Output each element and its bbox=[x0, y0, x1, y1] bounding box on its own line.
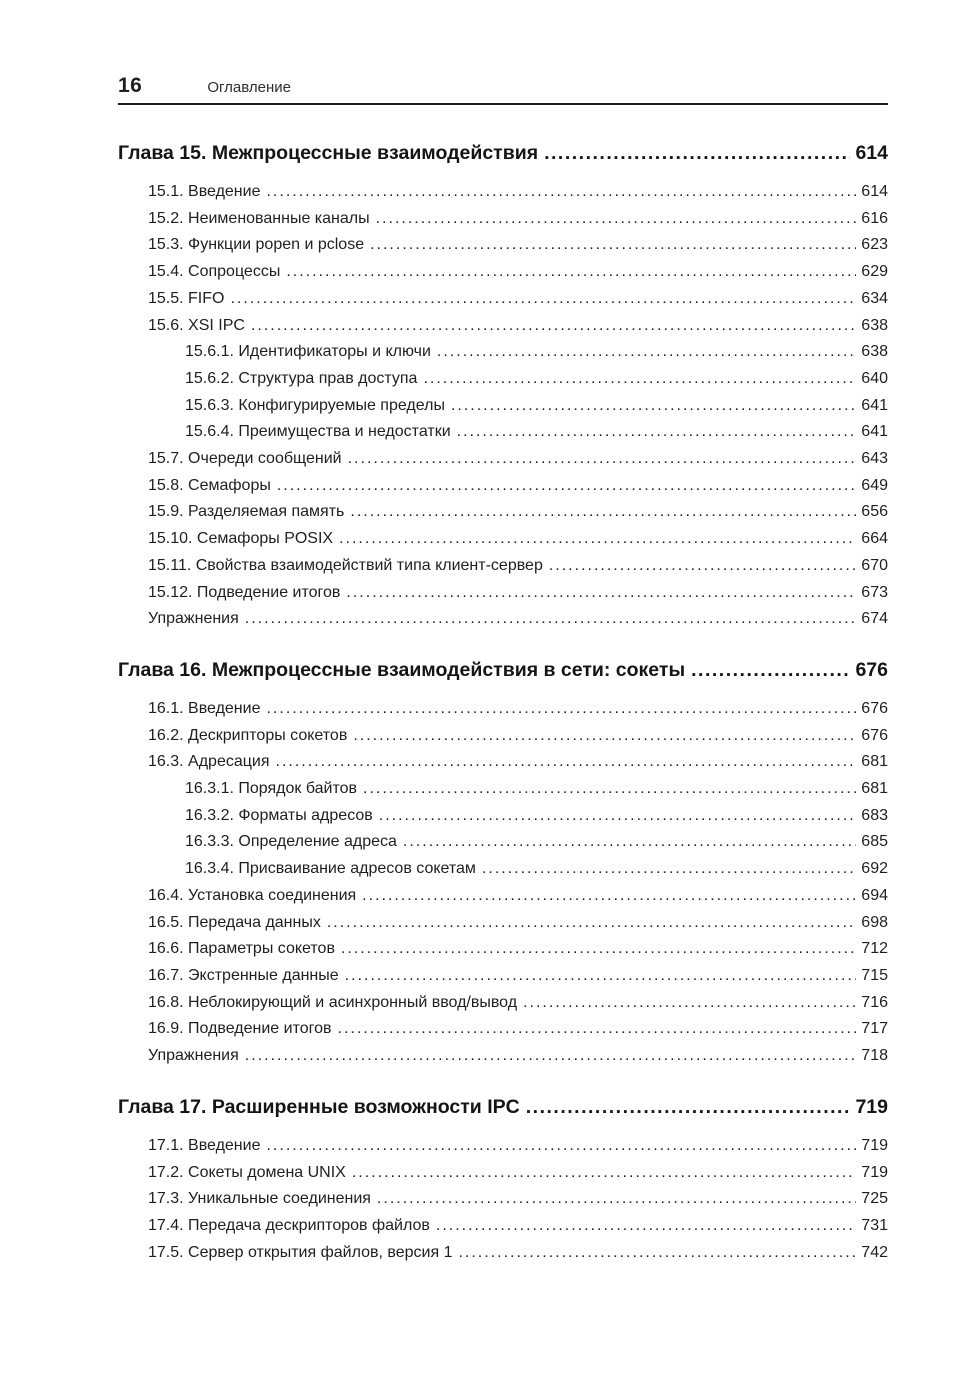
toc-entry-page-number: 731 bbox=[861, 1216, 888, 1234]
toc-entry bbox=[118, 1186, 888, 1213]
toc-entry bbox=[118, 1213, 888, 1240]
toc-entry-page-number: 681 bbox=[861, 780, 888, 798]
chapter-entries bbox=[118, 179, 888, 633]
toc-entry-title: 15.11. Свойства взаимодействий типа клиент-сервер bbox=[148, 556, 543, 574]
dot-leader bbox=[482, 856, 856, 883]
toc-entry bbox=[118, 473, 888, 500]
toc-entry-page-number: 656 bbox=[861, 503, 888, 521]
toc-entry-title: 15.6. XSI IPC bbox=[148, 316, 245, 334]
toc-entry-page-number: 742 bbox=[861, 1243, 888, 1261]
chapter-heading bbox=[118, 139, 888, 167]
dot-leader bbox=[526, 1093, 851, 1121]
toc-entry bbox=[118, 499, 888, 526]
toc-entry-title: 16.3.4. Присваивание адресов сокетам bbox=[185, 860, 476, 878]
toc-entry-title: 16.3.1. Порядок байтов bbox=[185, 780, 358, 798]
toc-entry-page-number: 715 bbox=[861, 966, 888, 984]
toc-entry-page-number: 638 bbox=[861, 316, 888, 334]
toc-entry-page-number: 623 bbox=[861, 236, 888, 254]
toc-entry-title: 16.6. Параметры сокетов bbox=[148, 940, 335, 958]
chapter-title: Глава 15. Межпроцессные взаимодействия bbox=[118, 142, 539, 164]
dot-leader bbox=[245, 1043, 857, 1070]
toc-entry-title: 15.12. Подведение итогов bbox=[148, 583, 341, 601]
dot-leader bbox=[266, 696, 856, 723]
dot-leader bbox=[345, 963, 857, 990]
dot-leader bbox=[376, 206, 857, 233]
toc-entry-title: 17.5. Сервер открытия файлов, версия 1 bbox=[148, 1243, 453, 1261]
toc-entry bbox=[118, 1133, 888, 1160]
toc-entry-page-number: 719 bbox=[861, 1136, 888, 1154]
toc-entry-page-number: 694 bbox=[861, 886, 888, 904]
toc-entry-page-number: 614 bbox=[861, 183, 888, 200]
toc-entry bbox=[118, 1043, 888, 1070]
toc-entry-page-number: 718 bbox=[861, 1047, 888, 1065]
toc-entry-title: Упражнения bbox=[148, 610, 239, 628]
toc-entry-title: 17.4. Передача дескрипторов файлов bbox=[148, 1216, 430, 1234]
toc-entry bbox=[118, 232, 888, 259]
toc-entry-page-number: 681 bbox=[861, 753, 888, 771]
table-of-contents bbox=[118, 139, 888, 1266]
toc-entry bbox=[118, 829, 888, 856]
dot-leader bbox=[436, 1213, 856, 1240]
chapter-entries bbox=[118, 1133, 888, 1267]
dot-leader bbox=[363, 776, 856, 803]
toc-entry-page-number: 634 bbox=[861, 289, 888, 307]
dot-leader bbox=[377, 1186, 856, 1213]
dot-leader bbox=[370, 232, 856, 259]
dot-leader bbox=[544, 139, 850, 167]
toc-entry-page-number: 629 bbox=[861, 263, 888, 281]
dot-leader bbox=[341, 936, 856, 963]
toc-entry-page-number: 716 bbox=[861, 993, 888, 1011]
toc-entry-page-number: 670 bbox=[861, 556, 888, 574]
toc-entry bbox=[118, 990, 888, 1017]
dot-leader bbox=[286, 259, 856, 286]
dot-leader bbox=[549, 553, 856, 580]
toc-entry-title: 15.6.4. Преимущества и недостатки bbox=[185, 423, 451, 441]
toc-entry-title: 15.3. Функции popen и pclose bbox=[148, 236, 365, 254]
toc-entry-title: 15.5. FIFO bbox=[148, 289, 225, 307]
toc-entry bbox=[118, 580, 888, 607]
toc-entry-page-number: 698 bbox=[861, 913, 888, 931]
toc-entry-page-number: 638 bbox=[861, 343, 888, 361]
toc-entry bbox=[118, 553, 888, 580]
dot-leader bbox=[266, 179, 856, 206]
toc-entry bbox=[118, 313, 888, 340]
toc-entry bbox=[118, 446, 888, 473]
toc-entry-title: 16.1. Введение bbox=[148, 699, 261, 717]
chapter-page-number: 614 bbox=[855, 142, 888, 164]
toc-entry bbox=[118, 723, 888, 750]
toc-entry bbox=[118, 883, 888, 910]
toc-entry bbox=[118, 1016, 888, 1043]
dot-leader bbox=[346, 580, 856, 607]
dot-leader bbox=[362, 883, 856, 910]
toc-entry-page-number: 641 bbox=[861, 423, 888, 441]
toc-entry-title: 17.1. Введение bbox=[148, 1136, 261, 1154]
toc-entry-title: 16.7. Экстренные данные bbox=[148, 966, 339, 984]
dot-leader bbox=[245, 606, 857, 633]
toc-entry-page-number: 643 bbox=[861, 450, 888, 468]
toc-entry bbox=[118, 696, 888, 723]
chapter-section bbox=[118, 656, 888, 1070]
toc-entry-title: 16.2. Дескрипторы сокетов bbox=[148, 726, 348, 744]
dot-leader bbox=[352, 1160, 856, 1187]
toc-entry-title: 16.8. Неблокирующий и асинхронный ввод/вывод bbox=[148, 993, 518, 1011]
dot-leader bbox=[379, 803, 857, 830]
toc-entry-title: 15.9. Разделяемая память bbox=[148, 503, 345, 521]
dot-leader bbox=[451, 393, 856, 420]
toc-entry bbox=[118, 179, 888, 206]
dot-leader bbox=[251, 313, 856, 340]
toc-entry bbox=[118, 419, 888, 446]
toc-entry-page-number: 676 bbox=[861, 726, 888, 744]
toc-entry-title: Упражнения bbox=[148, 1047, 239, 1065]
toc-entry-title: 15.6.3. Конфигурируемые пределы bbox=[185, 396, 445, 414]
toc-entry-title: 15.7. Очереди сообщений bbox=[148, 450, 342, 468]
toc-entry-title: 15.8. Семафоры bbox=[148, 476, 271, 494]
running-head-title: Оглавление bbox=[207, 79, 291, 96]
toc-entry bbox=[118, 910, 888, 937]
toc-entry bbox=[118, 606, 888, 633]
dot-leader bbox=[266, 1133, 856, 1160]
dot-leader bbox=[353, 723, 856, 750]
toc-entry bbox=[118, 1240, 888, 1267]
toc-entry bbox=[118, 936, 888, 963]
chapter-heading bbox=[118, 1093, 888, 1121]
chapter-heading bbox=[118, 656, 888, 684]
toc-entry-page-number: 717 bbox=[861, 1020, 888, 1038]
dot-leader bbox=[523, 990, 856, 1017]
dot-leader bbox=[350, 499, 856, 526]
dot-leader bbox=[277, 473, 856, 500]
toc-entry-page-number: 616 bbox=[861, 209, 888, 227]
toc-entry-title: 17.3. Уникальные соединения bbox=[148, 1190, 371, 1208]
toc-entry-page-number: 725 bbox=[861, 1190, 888, 1208]
toc-entry bbox=[118, 259, 888, 286]
toc-entry bbox=[118, 206, 888, 233]
dot-leader bbox=[437, 339, 856, 366]
toc-entry-page-number: 692 bbox=[861, 860, 888, 878]
toc-entry-page-number: 664 bbox=[861, 530, 888, 548]
toc-entry-title: 16.3.3. Определение адреса bbox=[185, 833, 397, 851]
toc-entry-title: 15.10. Семафоры POSIX bbox=[148, 530, 334, 548]
toc-entry-title: 16.5. Передача данных bbox=[148, 913, 321, 931]
chapter-page-number: 676 bbox=[855, 658, 888, 681]
toc-entry bbox=[118, 749, 888, 776]
page-header bbox=[118, 74, 888, 105]
dot-leader bbox=[276, 749, 857, 776]
toc-entry bbox=[118, 286, 888, 313]
dot-leader bbox=[230, 286, 856, 313]
chapter-entries bbox=[118, 696, 888, 1070]
toc-entry-title: 15.6.2. Структура прав доступа bbox=[185, 369, 418, 387]
toc-entry-title: 15.2. Неименованные каналы bbox=[148, 209, 370, 227]
dot-leader bbox=[348, 446, 857, 473]
toc-entry-title: 16.3.2. Форматы адресов bbox=[185, 806, 373, 824]
toc-entry-page-number: 674 bbox=[861, 610, 888, 628]
toc-entry-page-number: 712 bbox=[861, 940, 888, 958]
dot-leader bbox=[403, 829, 856, 856]
toc-entry bbox=[118, 856, 888, 883]
toc-entry-page-number: 676 bbox=[861, 699, 888, 717]
toc-entry-title: 17.2. Сокеты домена UNIX bbox=[148, 1163, 346, 1181]
toc-entry bbox=[118, 393, 888, 420]
dot-leader bbox=[327, 910, 856, 937]
dot-leader bbox=[691, 656, 850, 684]
toc-entry-page-number: 673 bbox=[861, 583, 888, 601]
toc-entry bbox=[118, 339, 888, 366]
dot-leader bbox=[458, 1240, 856, 1267]
toc-entry-title: 16.3. Адресация bbox=[148, 753, 270, 771]
chapter-section bbox=[118, 1093, 888, 1267]
toc-entry-title: 15.6.1. Идентификаторы и ключи bbox=[185, 343, 431, 361]
toc-entry-page-number: 641 bbox=[861, 396, 888, 414]
dot-leader bbox=[457, 419, 857, 446]
dot-leader bbox=[339, 526, 856, 553]
toc-entry-page-number: 640 bbox=[861, 369, 888, 387]
toc-entry-page-number: 649 bbox=[861, 476, 888, 494]
toc-entry-page-number: 685 bbox=[861, 833, 888, 851]
dot-leader bbox=[423, 366, 856, 393]
dot-leader bbox=[338, 1016, 857, 1043]
page-number: 16 bbox=[118, 74, 143, 97]
toc-entry-page-number: 683 bbox=[861, 806, 888, 824]
chapter-page-number: 719 bbox=[855, 1095, 888, 1118]
toc-entry bbox=[118, 366, 888, 393]
toc-entry bbox=[118, 1160, 888, 1187]
toc-entry bbox=[118, 526, 888, 553]
toc-entry bbox=[118, 963, 888, 990]
toc-entry bbox=[118, 803, 888, 830]
toc-entry-title: 16.4. Установка соединения bbox=[148, 886, 357, 904]
chapter-section bbox=[118, 139, 888, 633]
toc-entry bbox=[118, 776, 888, 803]
toc-entry-page-number: 719 bbox=[861, 1163, 888, 1181]
toc-entry-title: 15.1. Введение bbox=[148, 183, 261, 200]
chapter-title: Глава 17. Расширенные возможности IPC bbox=[118, 1095, 520, 1118]
toc-entry-title: 16.9. Подведение итогов bbox=[148, 1020, 332, 1038]
chapter-title: Глава 16. Межпроцессные взаимодействия в сети: сокеты bbox=[118, 658, 686, 681]
toc-entry-title: 15.4. Сопроцессы bbox=[148, 263, 281, 281]
